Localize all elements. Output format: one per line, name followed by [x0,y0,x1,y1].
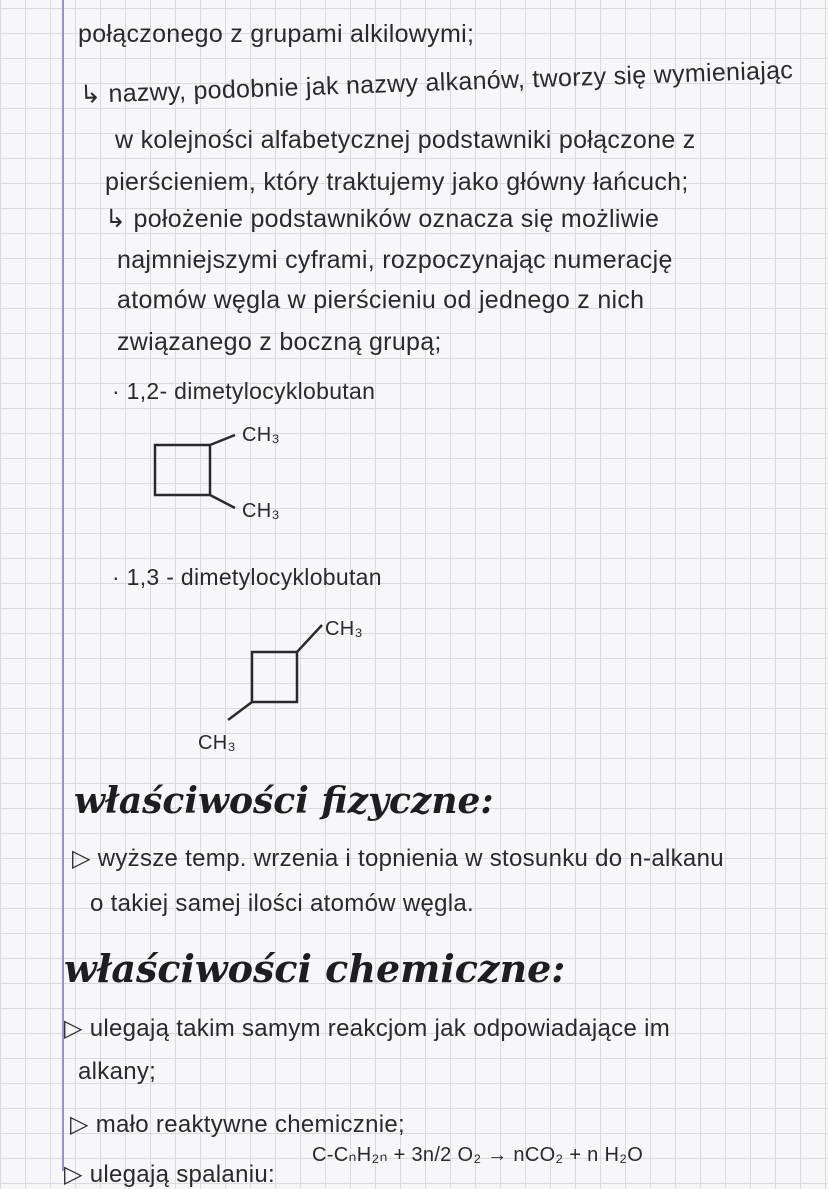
example-title: · 1,3 - dimetylocyklobutan [112,564,382,590]
methyl-group-label: CH₃ [242,424,280,446]
note-line: ▷ ulegają spalaniu: [64,1161,275,1188]
note-line: ▷ mało reaktywne chemicznie; [70,1111,405,1138]
note-line: ↳ nazwy, podobnie jak nazwy alkanów, tworzy się wymieniając [79,56,794,109]
section-heading-chemical: właściwości chemiczne: [64,946,566,991]
note-line: ▷ ulegają takim samym reakcjom jak odpowiadające im [64,1015,670,1042]
note-line: atomów węgla w pierścieniu od jednego z nich [117,286,645,314]
combustion-equation: C-CₙH₂ₙ + 3n/2 O₂ → nCO₂ + n H₂O [312,1144,644,1166]
note-line: o takiej samej ilości atomów węgla. [90,890,474,917]
methyl-group-label: CH₃ [325,618,363,640]
note-line: pierścieniem, który traktujemy jako główny łańcuch; [105,168,689,196]
note-line: najmniejszymi cyframi, rozpoczynając numerację [117,246,673,274]
note-line: alkany; [78,1058,157,1085]
cyclobutane-1-3-structure [200,610,340,740]
note-line: związanego z boczną grupą; [117,328,442,356]
note-line: ▷ wyższe temp. wrzenia i topnienia w stosunku do n-alkanu [72,845,724,872]
note-line: w kolejności alfabetycznej podstawniki połączone z [115,126,696,154]
example-title: · 1,2- dimetylocyklobutan [112,378,376,404]
methyl-group-label: CH₃ [242,500,280,522]
methyl-group-label: CH₃ [198,732,236,754]
note-line: ↳ położenie podstawników oznacza się możliwie [105,205,660,233]
note-line: połączonego z grupami alkilowymi; [78,20,475,48]
page-margin-line [62,0,64,1171]
section-heading-physical: właściwości fizyczne: [74,780,494,822]
